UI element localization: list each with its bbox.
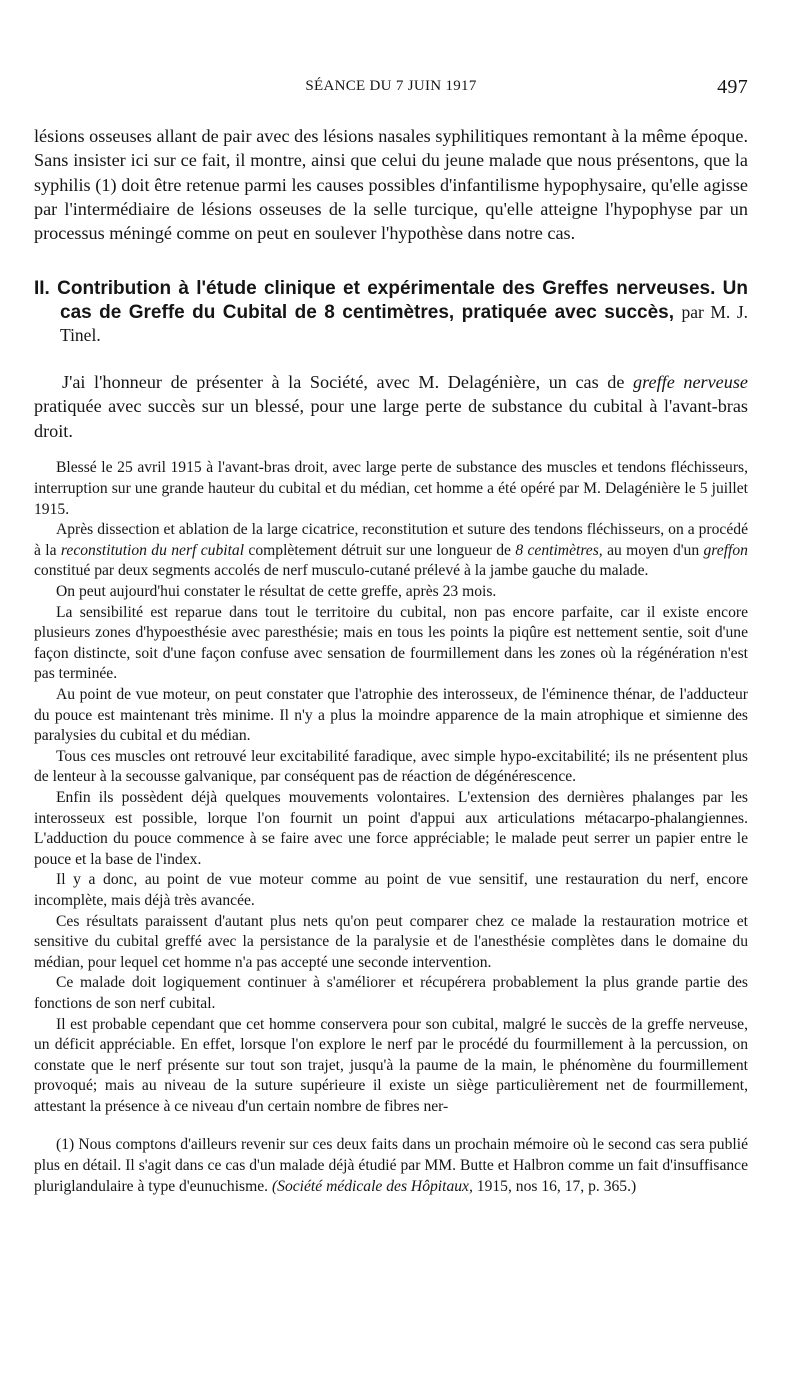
page-number: 497 xyxy=(717,76,748,98)
case-paragraph xyxy=(34,520,748,582)
running-title: SÉANCE DU 7 JUIN 1917 xyxy=(305,78,477,94)
case-paragraph: Il y a donc, au point de vue moteur comme au point de vue sensitif, une restauration du nerf, encore incomplète, mais déjà très avancée. xyxy=(34,871,748,909)
intro-italic: greffe nerveuse xyxy=(633,371,748,392)
intro-paragraph xyxy=(34,370,748,444)
section-title: II. Contribution à l'étude clinique et expérimentale des Greffes nerveuses. Un cas de Greffe du Cubital de 8 centimètres, pratiquée avec succès, xyxy=(34,278,748,323)
case-paragraph: Enfin ils possèdent déjà quelques mouvements volontaires. L'extension des dernières phalanges par les interosseux est possible, lorque l'on fournit un point d'appui aux articulations métacarpo-phalangiennes. L'adduction du pouce commence à se faire avec une force appréciable; le malade peut serrer un papier entre le pouce et la base de l'index. xyxy=(34,788,748,868)
body-paragraph: lésions osseuses allant de pair avec des lésions nasales syphilitiques remontant à la même époque. Sans insister ici sur ce fait, il montre, ainsi que celui du jeune malade que nous présentons, que la syphilis (1) doit être retenue parmi les causes possibles d'infantilisme hypophysaire, qu'elle agisse par l'intermédiaire de lésions osseuses de la selle turcique, qu'elle atteigne l'hypophyse par un processus méningé comme on peut en soulever l'hypothèse dans notre cas. xyxy=(34,126,748,244)
footnote-text-a: (1) Nous comptons d'ailleurs revenir sur ces deux faits dans un prochain mémoire où le second cas sera publié plus en détail. Il s'agit dans ce cas d'un malade déjà étudié par MM. Butte et Halbron comme un fait d'insuffisance pluriglandulaire à type d'eunuchisme. xyxy=(34,1136,748,1195)
case-paragraph: Il est probable cependant que cet homme conservera pour son cubital, malgré le succès de la greffe nerveuse, un déficit appréciable. En effet, lorsque l'on explore le nerf par le procédé du fourmillement à la percussion, on constate que le nerf présente sur tout son trajet, jusqu'à la paume de la main, le phénomène du fourmillement provoqué; mais au niveau de la suture supérieure il existe un siège particulièrement net de fourmillement, attestant la présence à ce niveau d'un certain nombre de fibres ner- xyxy=(34,1015,748,1115)
page xyxy=(34,76,748,1213)
text-span: constitué par deux segments accolés de nerf musculo-cutané prélevé à la jambe gauche du malade. xyxy=(34,562,649,580)
section-author: par M. J. Tinel. xyxy=(60,301,749,346)
footnote xyxy=(34,1135,748,1197)
case-paragraph: La sensibilité est reparue dans tout le territoire du cubital, non pas encore parfaite, car il existe encore plusieurs zones d'hypoesthésie avec paresthésie; mais en tous les points la piqûre est nettement sentie, soit d'une façon distincte, soit d'une façon confuse avec sensation de fourmillement dans les zones où la régénération n'est pas terminée. xyxy=(34,603,748,683)
text-span: Après dissection et ablation de la large cicatrice, reconstitution et suture des tendons fléchisseurs, on a procédé à la xyxy=(34,521,748,559)
case-paragraph: On peut aujourd'hui constater le résultat de cette greffe, après 23 mois. xyxy=(56,583,497,601)
intro-text-a: J'ai l'honneur de présenter à la Société, avec M. Delagénière, un cas de xyxy=(62,371,625,392)
footnote-italic: (Société médicale des Hôpitaux, xyxy=(271,1177,473,1195)
intro-text-b: pratiquée avec succès sur un blessé, pour une large perte de substance du cubital à l'avant-bras droit. xyxy=(34,396,748,441)
italic-span: 8 centimètres, xyxy=(515,541,603,559)
case-paragraph: Ce malade doit logiquement continuer à s'améliorer et récupérera probablement la plus grande partie des fonctions de son nerf cubital. xyxy=(34,974,748,1012)
running-header xyxy=(34,76,748,102)
text-span: au moyen d'un xyxy=(607,541,700,559)
case-paragraph: Ces résultats paraissent d'autant plus nets qu'on peut comparer chez ce malade la restauration motrice et sensitive du cubital greffé avec la persistance de la paralysie et de l'anesthésie complètes dans le domaine du médian, pour lequel cet homme n'a pas accepté une seconde intervention. xyxy=(34,912,748,971)
footnote-text-b: 1915, nos 16, 17, p. 365.) xyxy=(476,1177,637,1195)
text-span: complètement détruit sur une longueur de xyxy=(248,541,511,559)
case-paragraph: Blessé le 25 avril 1915 à l'avant-bras droit, avec large perte de substance des muscles et tendons fléchisseurs, interruption sur une grande hauteur du cubital et du médian, cet homme a été opéré par M. Delagénière le 5 juillet 1915. xyxy=(34,459,748,518)
case-paragraph: Tous ces muscles ont retrouvé leur excitabilité faradique, avec simple hypo-excitabilité; ils ne présentent plus de lenteur à la secousse galvanique, par conséquent pas de réaction de dégénérescence. xyxy=(34,747,748,786)
section-heading xyxy=(34,277,748,348)
italic-span: greffon xyxy=(703,541,748,559)
case-report xyxy=(34,458,748,1117)
italic-span: reconstitution du nerf cubital xyxy=(60,541,245,559)
case-paragraph: Au point de vue moteur, on peut constater que l'atrophie des interosseux, de l'éminence thénar, de l'adducteur du pouce est maintenant très minime. Il n'y a plus la moindre apparence de la main atrophique et simienne des paralysies du cubital et du médian. xyxy=(34,686,748,745)
